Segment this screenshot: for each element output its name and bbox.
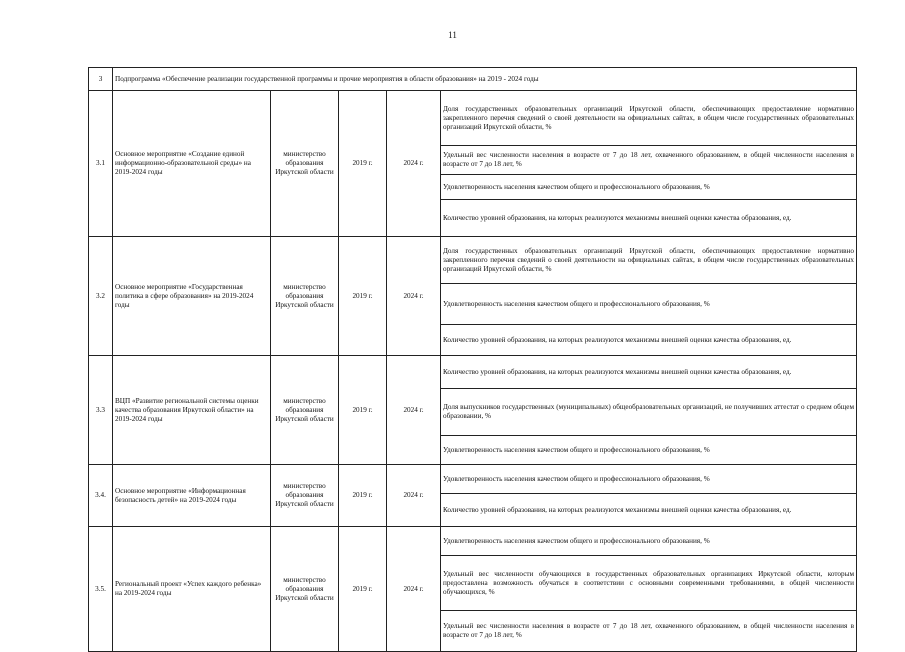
subprogram-number: 3 bbox=[89, 68, 113, 91]
activity-name: Региональный проект «Успех каждого ребенка» на 2019-2024 годы bbox=[113, 527, 271, 652]
program-table bbox=[88, 67, 857, 652]
start-year: 2019 г. bbox=[339, 527, 387, 652]
start-year: 2019 г. bbox=[339, 91, 387, 237]
indicator-text: Количество уровней образования, на которых реализуются механизмы внешней оценки качества образования, ед. bbox=[441, 200, 857, 237]
activity-number: 3.3 bbox=[89, 356, 113, 465]
executor: министерство образования Иркутской области bbox=[271, 465, 339, 527]
indicator-text: Удовлетворенность населения качеством общего и профессионального образования, % bbox=[441, 175, 857, 200]
activity-number: 3.1 bbox=[89, 91, 113, 237]
table-body bbox=[89, 68, 857, 652]
activity-row bbox=[89, 237, 857, 284]
indicator-text: Удельный вес численности обучающихся в государственных образовательных организациях Иркутской области, которым предоставлена возможность обучаться в соответствии с основными современными требованиями, в общей численности обучающихся, % bbox=[441, 556, 857, 611]
activity-row bbox=[89, 356, 857, 389]
activity-number: 3.5. bbox=[89, 527, 113, 652]
activity-number: 3.4. bbox=[89, 465, 113, 527]
activity-name: Основное мероприятие «Создание единой информационно-образовательной среды» на 2019-2024 годы bbox=[113, 91, 271, 237]
executor: министерство образования Иркутской области bbox=[271, 237, 339, 356]
activity-name: Основное мероприятие «Информационная безопасность детей» на 2019-2024 годы bbox=[113, 465, 271, 527]
activity-number: 3.2 bbox=[89, 237, 113, 356]
subprogram-title: Подпрограмма «Обеспечение реализации государственной программы и прочие мероприятия в области образования» на 2019 - 2024 годы bbox=[113, 68, 857, 91]
page-number: 11 bbox=[448, 30, 457, 40]
start-year: 2019 г. bbox=[339, 237, 387, 356]
activity-row bbox=[89, 91, 857, 146]
end-year: 2024 г. bbox=[387, 356, 441, 465]
end-year: 2024 г. bbox=[387, 527, 441, 652]
indicator-text: Удовлетворенность населения качеством общего и профессионального образования, % bbox=[441, 436, 857, 465]
start-year: 2019 г. bbox=[339, 356, 387, 465]
end-year: 2024 г. bbox=[387, 237, 441, 356]
indicator-text: Удельный вес численности населения в возрасте от 7 до 18 лет, охваченного образованием, в общей численности населения в возрасте от 7 до 18 лет, % bbox=[441, 611, 857, 652]
indicator-text: Доля выпускников государственных (муниципальных) общеобразовательных организаций, не получивших аттестат о среднем общем образовании, % bbox=[441, 389, 857, 436]
indicator-text: Удовлетворенность населения качеством общего и профессионального образования, % bbox=[441, 465, 857, 494]
indicator-text: Удовлетворенность населения качеством общего и профессионального образования, % bbox=[441, 284, 857, 325]
end-year: 2024 г. bbox=[387, 91, 441, 237]
indicator-text: Количество уровней образования, на которых реализуются механизмы внешней оценки качества образования, ед. bbox=[441, 494, 857, 527]
indicator-text: Доля государственных образовательных организаций Иркутской области, обеспечивающих предоставление нормативно закрепленного перечня сведений о своей деятельности на официальных сайтах, в общем числе государственных образовательных организаций Иркутской области, % bbox=[441, 91, 857, 146]
activity-row bbox=[89, 465, 857, 494]
indicator-text: Доля государственных образовательных организаций Иркутской области, обеспечивающих предоставление нормативно закрепленного перечня сведений о своей деятельности на официальных сайтах, в общем числе государственных образовательных организаций Иркутской области, % bbox=[441, 237, 857, 284]
end-year: 2024 г. bbox=[387, 465, 441, 527]
executor: министерство образования Иркутской области bbox=[271, 91, 339, 237]
executor: министерство образования Иркутской области bbox=[271, 356, 339, 465]
activity-name: ВЦП «Развитие региональной системы оценки качества образования Иркутской области» на 2019-2024 годы bbox=[113, 356, 271, 465]
executor: министерство образования Иркутской области bbox=[271, 527, 339, 652]
start-year: 2019 г. bbox=[339, 465, 387, 527]
subprogram-row bbox=[89, 68, 857, 91]
indicator-text: Удовлетворенность населения качеством общего и профессионального образования, % bbox=[441, 527, 857, 556]
activity-row bbox=[89, 527, 857, 556]
indicator-text: Количество уровней образования, на которых реализуются механизмы внешней оценки качества образования, ед. bbox=[441, 356, 857, 389]
activity-name: Основное мероприятие «Государственная политика в сфере образования» на 2019-2024 годы bbox=[113, 237, 271, 356]
indicator-text: Удельный вес численности населения в возрасте от 7 до 18 лет, охваченного образованием, в общей численности населения в возрасте от 7 до 18 лет, % bbox=[441, 146, 857, 175]
indicator-text: Количество уровней образования, на которых реализуются механизмы внешней оценки качества образования, ед. bbox=[441, 325, 857, 356]
